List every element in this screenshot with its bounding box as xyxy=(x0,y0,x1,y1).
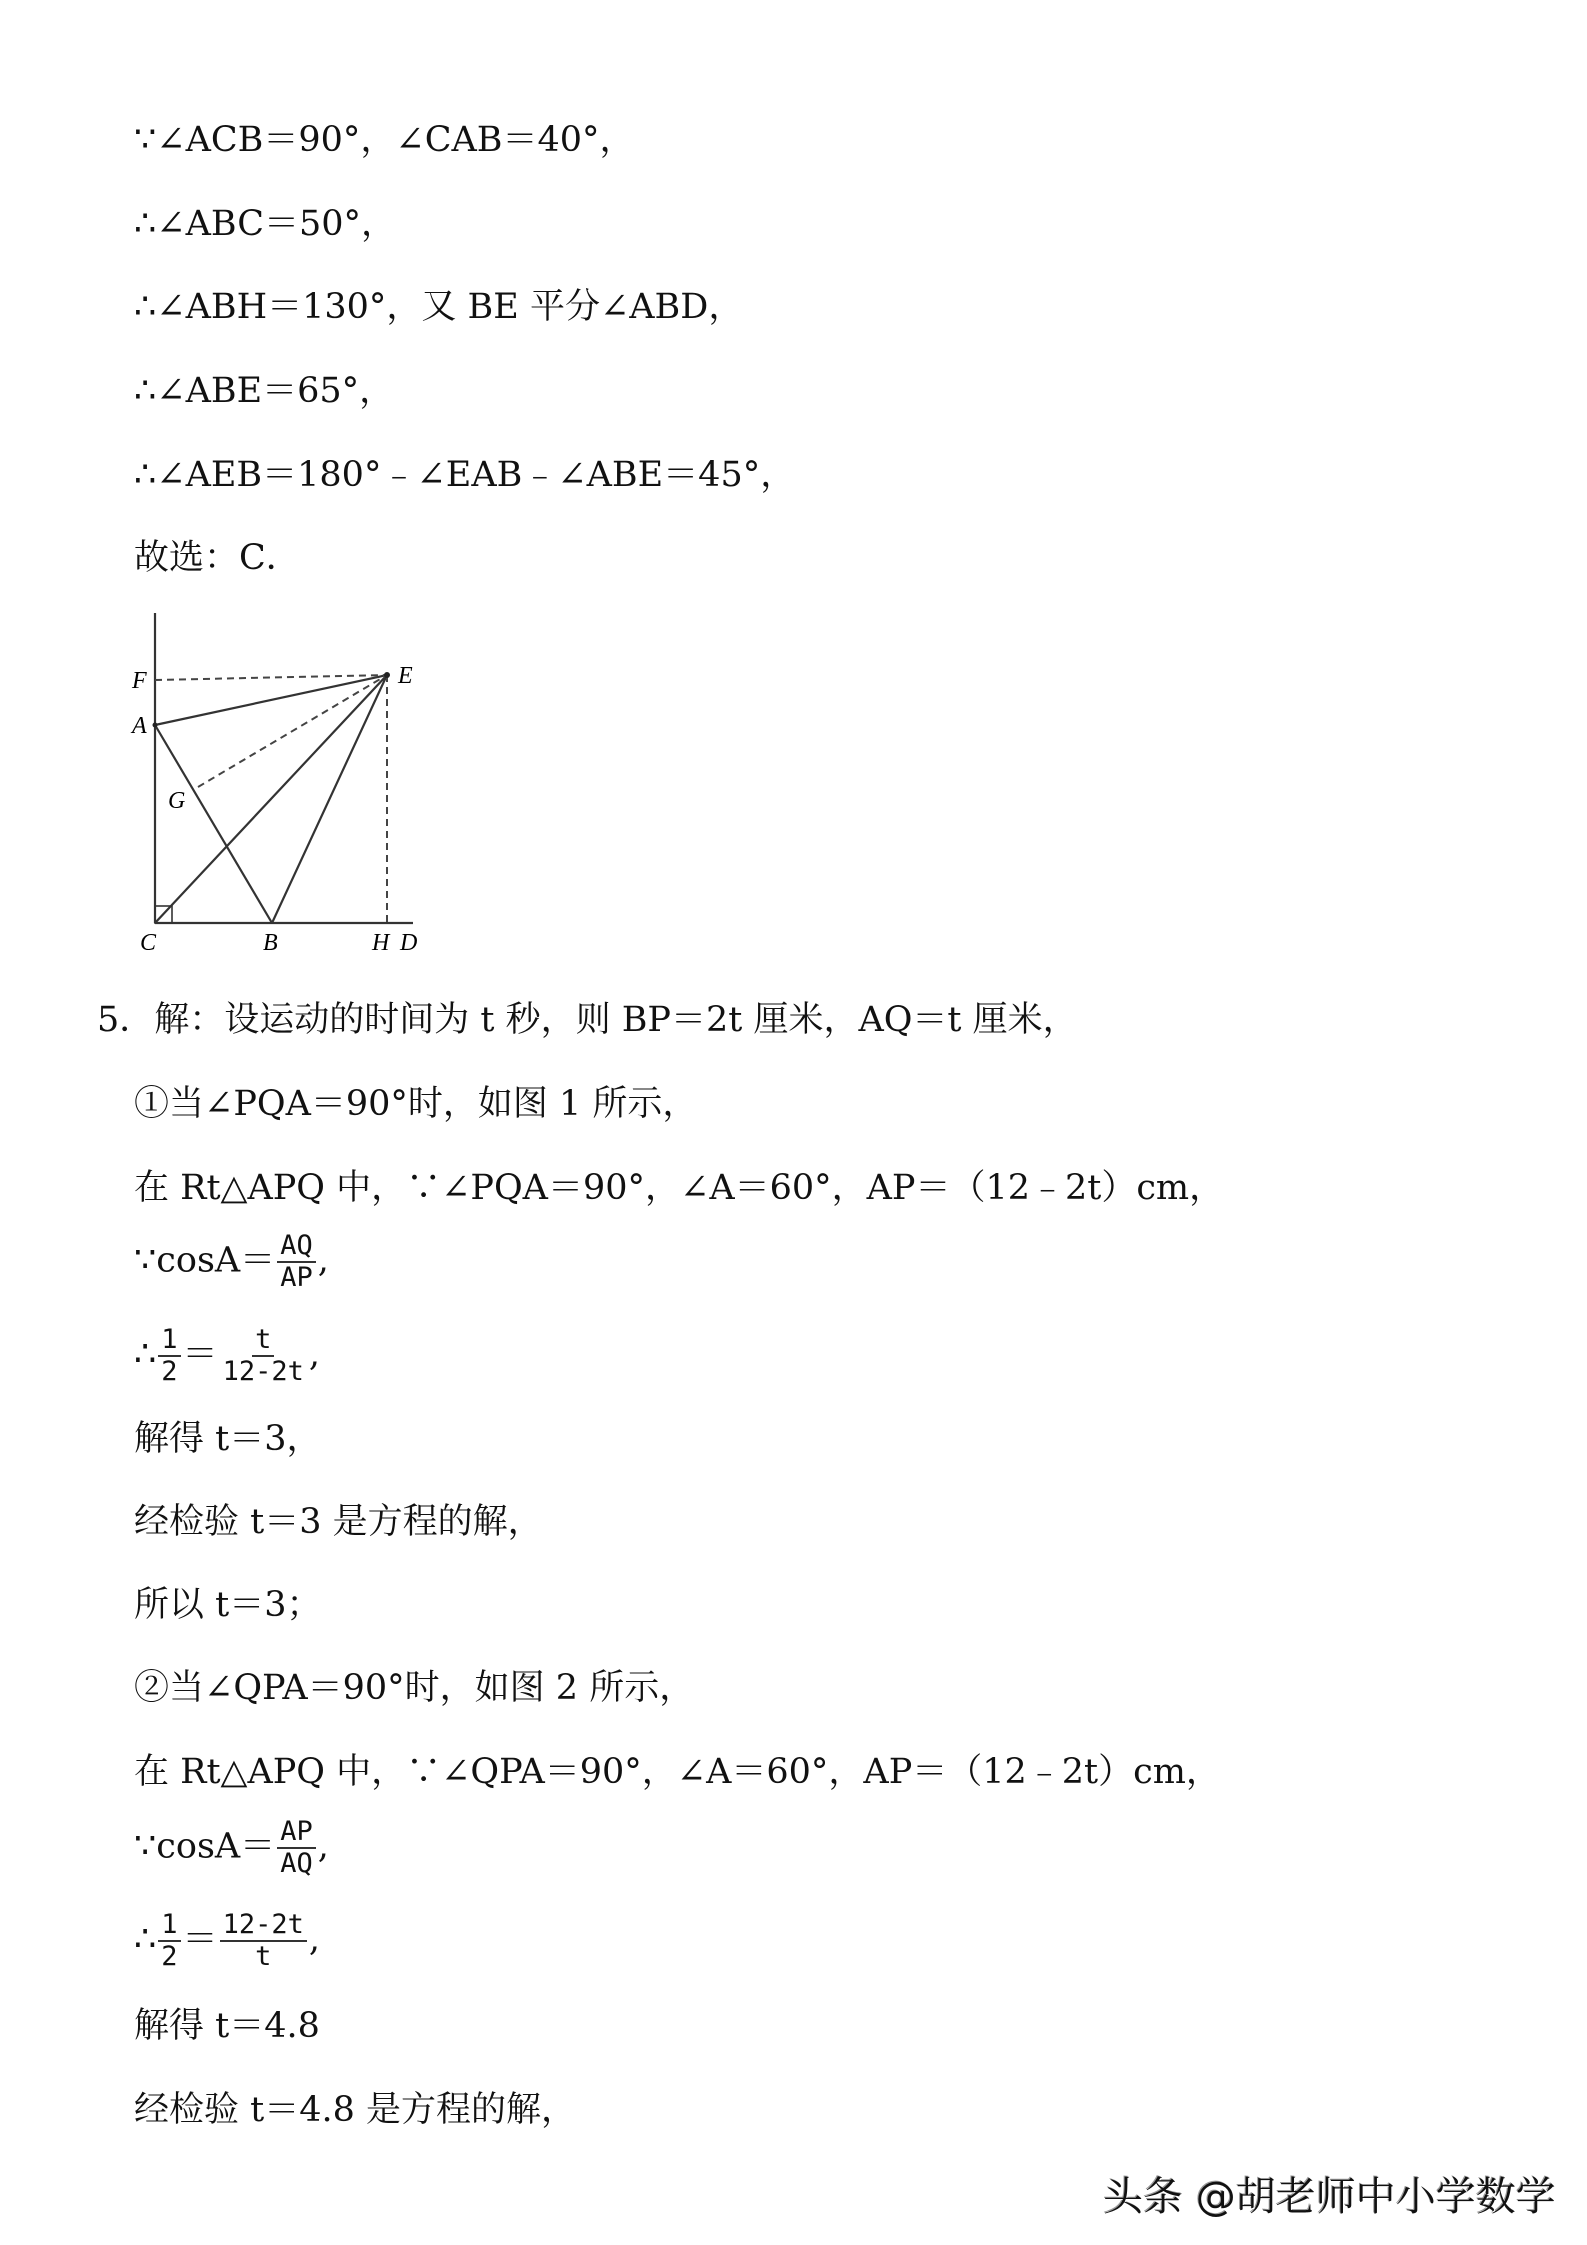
denominator: t xyxy=(255,1941,272,1972)
label-a: A xyxy=(132,713,147,739)
denominator: 2 xyxy=(161,1941,178,1972)
solution-line: 解得 t＝3， xyxy=(134,1419,322,1459)
cos-equation xyxy=(134,1817,329,1879)
fraction xyxy=(277,1817,316,1879)
therefore-symbol: ∴ xyxy=(134,1919,157,1960)
solution-line: ∴∠ABC＝50°， xyxy=(134,204,397,244)
label-h: H xyxy=(372,930,390,956)
solution-line: ∵∠ACB＝90°，∠CAB＝40°， xyxy=(134,120,635,160)
line-be xyxy=(272,675,387,923)
denominator: 12-2t xyxy=(222,1356,304,1387)
watermark: 头条 @胡老师中小学数学 xyxy=(1103,2174,1556,2220)
question-5-intro: 5．解：设运动的时间为 t 秒，则 BP＝2t 厘米，AQ＝t 厘米， xyxy=(97,1000,1078,1040)
dashed-ge xyxy=(198,675,387,787)
denominator: 2 xyxy=(161,1356,178,1387)
fraction xyxy=(158,1910,180,1972)
fraction xyxy=(220,1910,307,1972)
cos-equation xyxy=(134,1231,329,1293)
numerator: AQ xyxy=(277,1231,316,1263)
solution-line: 在 Rt△APQ 中，∵∠QPA＝90°，∠A＝60°，AP＝（12﹣2t）cm， xyxy=(134,1752,1221,1792)
solution-line: ∴∠ABE＝65°， xyxy=(134,371,395,411)
ratio-equation: ∴ $\frac{1}{2}$ ＝ $\frac{12-2t}{t}$ , xyxy=(134,1909,320,1972)
numerator: 1 xyxy=(158,1325,180,1357)
label-b: B xyxy=(263,930,278,956)
fraction xyxy=(158,1325,180,1387)
denominator: AP xyxy=(280,1262,313,1293)
ratio-equation: ∴ $\frac{1}{2}$ ＝ $\frac{t}{12-2t}$ , xyxy=(134,1324,320,1387)
dashed-fe xyxy=(155,675,387,680)
numerator: AP xyxy=(277,1817,316,1849)
case-1-heading: ①当∠PQA＝90°时，如图 1 所示， xyxy=(134,1084,698,1124)
cos-prefix: ∵cosA＝ xyxy=(134,1826,276,1867)
label-f: F xyxy=(132,668,147,694)
fraction xyxy=(220,1325,307,1387)
solution-line: ∴∠AEB＝180°﹣∠EAB﹣∠ABE＝45°， xyxy=(134,455,796,495)
solution-line: 经检验 t＝3 是方程的解， xyxy=(134,1502,543,1542)
numerator: 12-2t xyxy=(220,1910,307,1942)
geometry-figure xyxy=(120,600,440,970)
cos-prefix: ∵cosA＝ xyxy=(134,1240,276,1281)
solution-line: 经检验 t＝4.8 是方程的解， xyxy=(134,2090,576,2130)
line-ce xyxy=(155,675,387,923)
line-ae xyxy=(155,675,387,725)
solution-line: ∴∠ABH＝130°，又 BE 平分∠ABD， xyxy=(134,287,744,327)
solution-line: 所以 t＝3； xyxy=(134,1585,322,1625)
numerator: t xyxy=(252,1325,274,1357)
solution-line: 在 Rt△APQ 中，∵∠PQA＝90°，∠A＝60°，AP＝（12﹣2t）cm， xyxy=(134,1168,1225,1208)
case-2-heading: ②当∠QPA＝90°时，如图 2 所示， xyxy=(134,1668,695,1708)
comma: , xyxy=(308,1919,320,1960)
numerator: 1 xyxy=(158,1910,180,1942)
fraction xyxy=(277,1231,316,1293)
therefore-symbol: ∴ xyxy=(134,1334,157,1375)
comma: , xyxy=(308,1334,320,1375)
label-g: G xyxy=(168,788,186,814)
label-c: C xyxy=(140,930,157,956)
comma: , xyxy=(317,1240,329,1281)
comma: , xyxy=(317,1826,329,1867)
label-e: E xyxy=(398,663,413,689)
solution-line: 解得 t＝4.8 xyxy=(134,2006,320,2046)
answer-choice-line: 故选：C． xyxy=(134,538,301,578)
label-d: D xyxy=(400,930,418,956)
denominator: AQ xyxy=(280,1848,313,1879)
